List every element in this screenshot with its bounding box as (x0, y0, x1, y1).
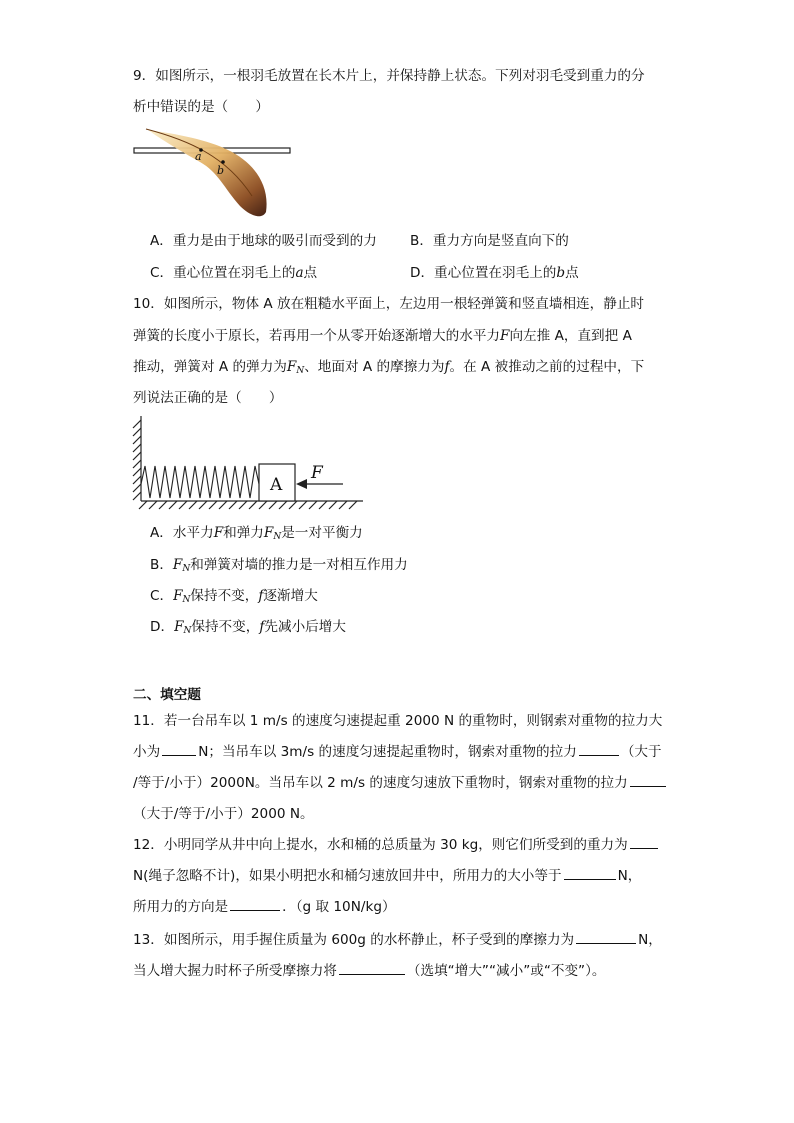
q11-answer-blank-2[interactable] (579, 742, 619, 756)
q10-option-d: D．$F_N$保持不变，f先减小后增大 (150, 619, 346, 636)
q13-line-1: 13．如图所示，用手握住质量为 600g 的水杯静止，杯子受到的摩擦力为 N， (133, 932, 662, 948)
q9-option-a: A．重力是由于地球的吸引而受到的力 (150, 233, 377, 249)
q11-answer-blank-1[interactable] (162, 742, 196, 756)
q12-answer-blank-1[interactable] (630, 835, 658, 849)
q10-stem-line-4: 列说法正确的是（ ） (133, 390, 283, 406)
section-title-fill-in: 二、填空题 (133, 687, 201, 703)
q10-option-a: A．水平力F和弹力$F_N$是一对平衡力 (150, 525, 363, 542)
point-b-label: b (217, 164, 225, 177)
q12-answer-blank-2[interactable] (564, 866, 616, 880)
q13-answer-blank-1[interactable] (576, 930, 636, 944)
q10-stem-line-3: 推动，弹簧对 A 的弹力为$F_N$、地面对 A 的摩擦力为f。在 A 被推动之前的过程中，下 (133, 359, 645, 376)
q10-spring-block-figure (125, 412, 370, 516)
q11-line-4: （大于/等于/小于）2000 N。 (133, 806, 314, 822)
q13-line-2: 当人增大握力时杯子所受摩擦力将 （选填“增大”“减小”或“不变”）。 (133, 963, 606, 979)
q12-answer-blank-3[interactable] (230, 897, 280, 911)
wall (133, 416, 141, 501)
q12-line-3: 所用力的方向是 ．（g 取 10N/kg） (133, 899, 396, 915)
q11-answer-blank-3[interactable] (630, 773, 666, 787)
q9-option-b: B．重力方向是竖直向下的 (410, 233, 569, 249)
q11-line-2: 小为 N；当吊车以 3m/s 的速度匀速提起重物时，钢索对重物的拉力 （大于 (133, 744, 662, 760)
q11-line-3: /等于/小于）2000N。当吊车以 2 m/s 的速度匀速放下重物时，钢索对重物的拉力 (133, 773, 668, 793)
q13-answer-blank-2[interactable] (339, 961, 405, 975)
q12-line-1: 12．小明同学从井中向上提水，水和桶的总质量为 30 kg，则它们所受到的重力为 (133, 835, 660, 855)
q9-stem-line-1: 9．如图所示，一根羽毛放置在长木片上，并保持静上状态。下列对羽毛受到重力的分 (133, 68, 645, 84)
point-a-label: a (195, 150, 202, 163)
q9-option-d: D．重心位置在羽毛上的b点 (410, 265, 579, 281)
q10-option-c: C．$F_N$保持不变，f逐渐增大 (150, 588, 318, 605)
q10-stem-line-1: 10．如图所示，物体 A 放在粗糙水平面上，左边用一根轻弹簧和竖直墙相连，静止时 (133, 296, 645, 312)
q9-stem-line-2: 析中错误的是（ ） (133, 99, 269, 115)
force-arrow-head (296, 479, 307, 489)
force-label: F (311, 463, 323, 483)
q9-option-c: C．重心位置在羽毛上的a点 (150, 265, 318, 281)
q9-feather-figure (128, 126, 298, 222)
spring (141, 466, 259, 498)
block-a-label: A (270, 475, 283, 495)
q10-option-b: B．$F_N$和弹簧对墙的推力是一对相互作用力 (150, 557, 408, 574)
feather (148, 130, 267, 216)
q12-line-2: N(绳子忽略不计)，如果小明把水和桶匀速放回井中，所用力的大小等于 N， (133, 868, 642, 884)
q10-stem-line-2: 弹簧的长度小于原长，若再用一个从零开始逐渐增大的水平力F向左推 A，直到把 A (133, 328, 632, 344)
q11-line-1: 11．若一台吊车以 1 m/s 的速度匀速提起重 2000 N 的重物时，则钢索对重物的拉力大 (133, 713, 663, 729)
ground (139, 501, 363, 509)
